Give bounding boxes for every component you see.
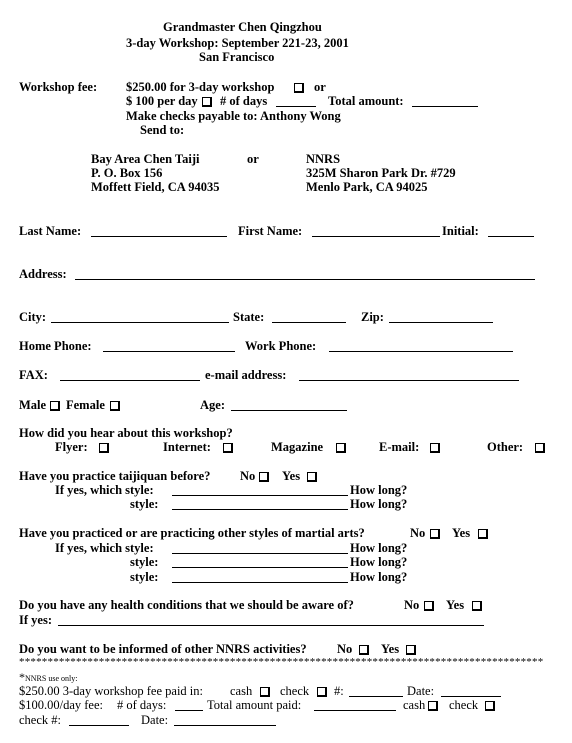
fax-label: FAX: [19, 368, 48, 382]
martial-how-long-label-1: How long? [350, 541, 408, 555]
inform-no-checkbox[interactable] [359, 645, 369, 655]
office-cash-checkbox-1[interactable] [260, 687, 270, 697]
office-use-heading: *NNRS use only: [19, 670, 78, 684]
taijiquan-no-label: No [240, 469, 256, 483]
flyer-checkbox[interactable] [99, 443, 109, 453]
martial-how-long-label-2: How long? [350, 555, 408, 569]
num-days-field[interactable] [276, 106, 316, 107]
address-left-line3: Moffett Field, CA 94035 [91, 180, 220, 194]
address-right-line2: 325M Sharon Park Dr. #729 [306, 166, 456, 180]
age-field[interactable] [231, 410, 347, 411]
initial-label: Initial: [442, 224, 479, 238]
email-field[interactable] [299, 380, 519, 381]
work-phone-label: Work Phone: [245, 339, 317, 353]
internet-checkbox[interactable] [223, 443, 233, 453]
city-label: City: [19, 310, 47, 324]
fee-label: Workshop fee: [19, 80, 98, 94]
office-num-days-field[interactable] [175, 710, 203, 711]
female-checkbox[interactable] [110, 401, 120, 411]
initial-field[interactable] [488, 236, 534, 237]
taijiquan-how-long-label-1: How long? [350, 483, 408, 497]
martial-style-label-2: style: [130, 555, 159, 569]
inform-question: Do you want to be informed of other NNRS activities? [19, 642, 307, 656]
first-name-label: First Name: [238, 224, 303, 238]
taijiquan-style-label: style: [130, 497, 159, 511]
health-no-checkbox[interactable] [424, 601, 434, 611]
office-check-checkbox-2[interactable] [485, 701, 495, 711]
last-name-label: Last Name: [19, 224, 82, 238]
taijiquan-yes-checkbox[interactable] [307, 472, 317, 482]
num-days-label: # of days [220, 94, 268, 108]
office-per-day-fee-label: $100.00/day fee: [19, 698, 104, 712]
payable-text: Make checks payable to: Anthony Wong [126, 109, 341, 123]
martial-no-label: No [410, 526, 426, 540]
total-amount-label: Total amount: [328, 94, 404, 108]
martial-yes-label: Yes [452, 526, 471, 540]
martial-which-style-label: If yes, which style: [55, 541, 154, 555]
office-total-paid-field[interactable] [314, 710, 396, 711]
other-checkbox[interactable] [535, 443, 545, 453]
taijiquan-no-checkbox[interactable] [259, 472, 269, 482]
office-date-label-1: Date: [407, 684, 435, 698]
taijiquan-how-long-label-2: How long? [350, 497, 408, 511]
taijiquan-question: Have you practice taijiquan before? [19, 469, 211, 483]
inform-no-label: No [337, 642, 353, 656]
address-or-text: or [247, 152, 259, 166]
health-if-yes-label: If yes: [19, 613, 52, 627]
office-date-field-1[interactable] [441, 696, 501, 697]
health-yes-checkbox[interactable] [472, 601, 482, 611]
address-right-line1: NNRS [306, 152, 341, 166]
health-no-label: No [404, 598, 420, 612]
office-use-label: NNRS use only: [25, 674, 78, 683]
magazine-checkbox[interactable] [336, 443, 346, 453]
office-cash-label-1: cash [230, 684, 253, 698]
address-left-line2: P. O. Box 156 [91, 166, 163, 180]
address-label: Address: [19, 267, 67, 281]
martial-how-long-label-3: How long? [350, 570, 408, 584]
home-phone-label: Home Phone: [19, 339, 92, 353]
martial-no-checkbox[interactable] [430, 529, 440, 539]
last-name-field[interactable] [91, 236, 227, 237]
inform-yes-label: Yes [381, 642, 400, 656]
health-yes-label: Yes [446, 598, 465, 612]
three-day-checkbox[interactable] [294, 83, 304, 93]
three-day-fee-label: $250.00 for 3-day workshop [126, 80, 275, 94]
hear-option-magazine: Magazine [271, 440, 324, 454]
office-three-day-paid-label: $250.00 3-day workshop fee paid in: [19, 684, 203, 698]
city-field[interactable] [51, 322, 229, 323]
hear-question: How did you hear about this workshop? [19, 426, 233, 440]
email-label: e-mail address: [205, 368, 287, 382]
fee-or-text: or [314, 80, 326, 94]
martial-question: Have you practiced or are practicing other styles of martial arts? [19, 526, 365, 540]
martial-style-field-2[interactable] [172, 567, 348, 568]
taijiquan-yes-label: Yes [282, 469, 301, 483]
email-checkbox[interactable] [430, 443, 440, 453]
taijiquan-style-field-2[interactable] [172, 509, 348, 510]
workshop-dates: 3-day Workshop: September 221-23, 2001 [126, 36, 349, 50]
martial-style-field-3[interactable] [172, 582, 348, 583]
hear-option-internet: Internet: [163, 440, 211, 454]
office-cash-checkbox-2[interactable] [428, 701, 438, 711]
office-check-num-label: check #: [19, 713, 61, 727]
address-right-line3: Menlo Park, CA 94025 [306, 180, 428, 194]
male-label: Male [19, 398, 47, 412]
office-num-days-label: # of days: [117, 698, 167, 712]
office-date-field-2[interactable] [174, 725, 276, 726]
hear-option-email: E-mail: [379, 440, 420, 454]
home-phone-field[interactable] [103, 351, 235, 352]
separator-stars: ******************************************************************************************** [19, 656, 544, 668]
taijiquan-style-field-1[interactable] [172, 495, 348, 496]
health-details-field[interactable] [58, 625, 484, 626]
office-check-checkbox-1[interactable] [317, 687, 327, 697]
office-check-number-field-2[interactable] [69, 725, 129, 726]
form-title: Grandmaster Chen Qingzhou [163, 20, 322, 34]
address-left-line1: Bay Area Chen Taiji [91, 152, 200, 166]
martial-yes-checkbox[interactable] [478, 529, 488, 539]
male-checkbox[interactable] [50, 401, 60, 411]
work-phone-field[interactable] [329, 351, 513, 352]
office-check-label-2: check [449, 698, 479, 712]
health-question: Do you have any health conditions that we should be aware of? [19, 598, 354, 612]
address-field[interactable] [75, 279, 535, 280]
per-day-fee-label: $ 100 per day [126, 94, 198, 108]
office-check-number-field-1[interactable] [349, 696, 403, 697]
female-label: Female [66, 398, 105, 412]
fax-field[interactable] [60, 380, 200, 381]
zip-field[interactable] [389, 322, 493, 323]
martial-style-field-1[interactable] [172, 553, 348, 554]
per-day-checkbox[interactable] [202, 97, 212, 107]
taijiquan-which-style-label: If yes, which style: [55, 483, 154, 497]
inform-yes-checkbox[interactable] [406, 645, 416, 655]
martial-style-label-3: style: [130, 570, 159, 584]
state-field[interactable] [272, 322, 346, 323]
send-to-label: Send to: [140, 123, 185, 137]
hear-option-other: Other: [487, 440, 524, 454]
office-check-label-1: check [280, 684, 310, 698]
first-name-field[interactable] [312, 236, 440, 237]
office-check-hash-label: #: [334, 684, 344, 698]
workshop-city: San Francisco [199, 50, 275, 64]
total-amount-field[interactable] [412, 106, 478, 107]
office-date-label-2: Date: [141, 713, 169, 727]
hear-option-flyer: Flyer: [55, 440, 88, 454]
office-cash-label-2: cash [403, 698, 426, 712]
zip-label: Zip: [361, 310, 384, 324]
office-total-paid-label: Total amount paid: [207, 698, 302, 712]
age-label: Age: [200, 398, 225, 412]
state-label: State: [233, 310, 265, 324]
